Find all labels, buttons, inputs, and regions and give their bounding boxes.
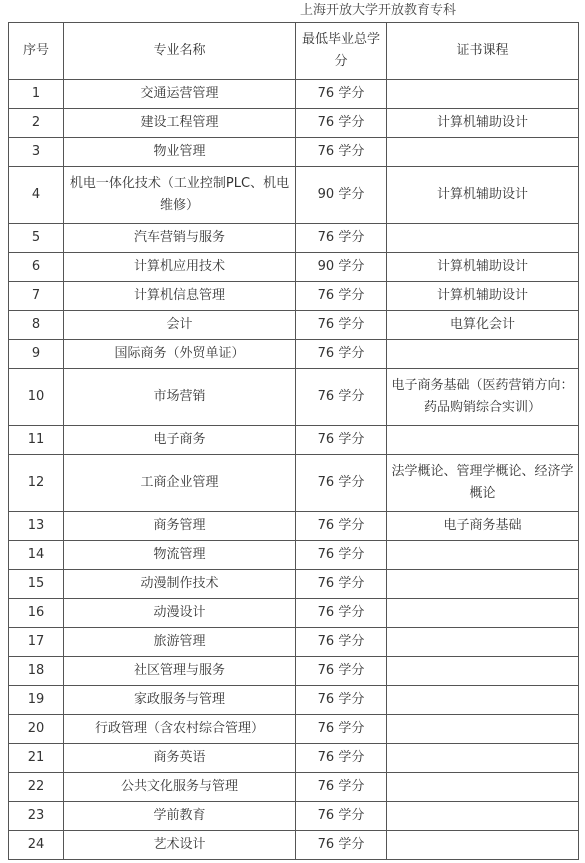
cell-credit: 76 学分 [296,831,387,860]
cell-major: 市场营销 [64,369,296,426]
cell-major: 国际商务（外贸单证） [64,340,296,369]
header-no: 序号 [9,23,64,80]
table-row [9,80,579,109]
table-row [9,686,579,715]
cell-no: 4 [9,167,64,224]
table-header-row [9,23,579,80]
cell-cert: 计算机辅助设计 [387,109,579,138]
cell-credit: 76 学分 [296,657,387,686]
cell-major: 动漫制作技术 [64,570,296,599]
cell-credit: 76 学分 [296,686,387,715]
cell-cert [387,138,579,167]
cell-no: 20 [9,715,64,744]
cell-no: 8 [9,311,64,340]
cell-no: 7 [9,282,64,311]
table-row [9,744,579,773]
header-credit: 最低毕业总学分 [296,23,387,80]
cell-no: 2 [9,109,64,138]
cell-cert [387,340,579,369]
cell-no: 21 [9,744,64,773]
cell-no: 16 [9,599,64,628]
cell-cert [387,224,579,253]
cell-cert [387,426,579,455]
table-caption: 上海开放大学开放教育专科 [300,3,457,18]
cell-credit: 90 学分 [296,253,387,282]
table-row [9,802,579,831]
cell-cert: 电算化会计 [387,311,579,340]
cell-no: 23 [9,802,64,831]
table-row [9,599,579,628]
cell-major: 工商企业管理 [64,455,296,512]
cell-no: 18 [9,657,64,686]
cell-no: 10 [9,369,64,426]
cell-cert: 计算机辅助设计 [387,167,579,224]
cell-cert [387,715,579,744]
cell-no: 11 [9,426,64,455]
cell-major: 机电一体化技术（工业控制PLC、机电维修） [64,167,296,224]
cell-credit: 90 学分 [296,167,387,224]
cell-credit: 76 学分 [296,512,387,541]
cell-cert [387,541,579,570]
cell-major: 家政服务与管理 [64,686,296,715]
cell-major: 动漫设计 [64,599,296,628]
cell-major: 学前教育 [64,802,296,831]
cell-no: 17 [9,628,64,657]
cell-major: 交通运营管理 [64,80,296,109]
cell-cert: 计算机辅助设计 [387,253,579,282]
cell-credit: 76 学分 [296,282,387,311]
header-cert: 证书课程 [387,23,579,80]
table-row [9,340,579,369]
cell-credit: 76 学分 [296,570,387,599]
table-row [9,282,579,311]
cell-cert [387,80,579,109]
cell-credit: 76 学分 [296,80,387,109]
cell-credit: 76 学分 [296,340,387,369]
cell-major: 会计 [64,311,296,340]
cell-cert [387,657,579,686]
cell-no: 5 [9,224,64,253]
table-row [9,715,579,744]
cell-no: 1 [9,80,64,109]
cell-credit: 76 学分 [296,541,387,570]
cell-credit: 76 学分 [296,715,387,744]
cell-cert [387,773,579,802]
majors-table [8,22,579,860]
table-row [9,455,579,512]
table-row [9,311,579,340]
cell-no: 3 [9,138,64,167]
cell-cert [387,686,579,715]
cell-no: 15 [9,570,64,599]
table-row [9,138,579,167]
table-row [9,224,579,253]
table-row [9,109,579,138]
table-row [9,369,579,426]
header-major: 专业名称 [64,23,296,80]
cell-no: 12 [9,455,64,512]
table-row [9,657,579,686]
table-row [9,831,579,860]
cell-major: 物流管理 [64,541,296,570]
cell-major: 旅游管理 [64,628,296,657]
cell-credit: 76 学分 [296,744,387,773]
cell-major: 行政管理（含农村综合管理） [64,715,296,744]
cell-cert [387,802,579,831]
cell-credit: 76 学分 [296,455,387,512]
cell-credit: 76 学分 [296,628,387,657]
cell-no: 14 [9,541,64,570]
table-row [9,253,579,282]
table-row [9,167,579,224]
cell-credit: 76 学分 [296,138,387,167]
cell-credit: 76 学分 [296,311,387,340]
cell-cert [387,744,579,773]
cell-no: 24 [9,831,64,860]
cell-cert: 法学概论、管理学概论、经济学概论 [387,455,579,512]
cell-cert [387,570,579,599]
cell-major: 艺术设计 [64,831,296,860]
cell-credit: 76 学分 [296,109,387,138]
cell-credit: 76 学分 [296,426,387,455]
cell-cert [387,628,579,657]
cell-cert [387,599,579,628]
table-row [9,512,579,541]
cell-major: 物业管理 [64,138,296,167]
cell-no: 19 [9,686,64,715]
cell-no: 13 [9,512,64,541]
cell-cert: 电子商务基础 [387,512,579,541]
cell-major: 商务英语 [64,744,296,773]
cell-major: 商务管理 [64,512,296,541]
cell-credit: 76 学分 [296,599,387,628]
cell-no: 6 [9,253,64,282]
cell-no: 22 [9,773,64,802]
cell-cert: 电子商务基础（医药营销方向：药品购销综合实训） [387,369,579,426]
table-row [9,541,579,570]
cell-credit: 76 学分 [296,802,387,831]
cell-no: 9 [9,340,64,369]
table-row [9,628,579,657]
cell-cert: 计算机辅助设计 [387,282,579,311]
cell-cert [387,831,579,860]
cell-major: 电子商务 [64,426,296,455]
table-row [9,773,579,802]
table-row [9,570,579,599]
cell-major: 汽车营销与服务 [64,224,296,253]
table-row [9,426,579,455]
cell-major: 建设工程管理 [64,109,296,138]
cell-major: 计算机信息管理 [64,282,296,311]
cell-major: 公共文化服务与管理 [64,773,296,802]
cell-credit: 76 学分 [296,369,387,426]
cell-major: 社区管理与服务 [64,657,296,686]
cell-credit: 76 学分 [296,224,387,253]
cell-credit: 76 学分 [296,773,387,802]
cell-major: 计算机应用技术 [64,253,296,282]
